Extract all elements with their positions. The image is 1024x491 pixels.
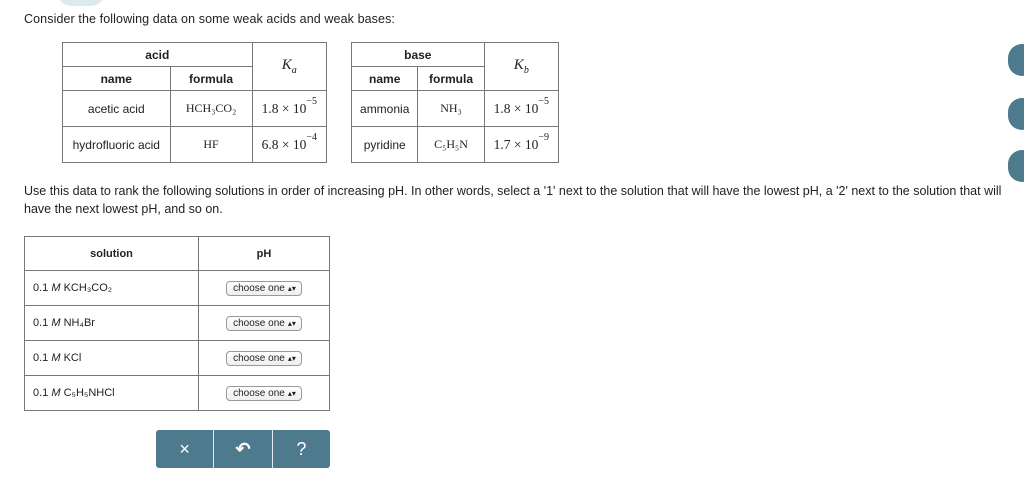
clear-button[interactable] [156, 430, 213, 468]
table-row [63, 91, 327, 127]
acid-name: acetic acid [63, 91, 171, 127]
base-name: ammonia [352, 91, 418, 127]
help-button[interactable] [272, 430, 330, 468]
base-name-header: name [352, 67, 418, 91]
table-row [352, 127, 559, 163]
solution-table [24, 236, 330, 411]
table-row [25, 306, 330, 341]
undo-button[interactable] [213, 430, 271, 468]
updown-arrow-icon: ▴▾ [287, 283, 296, 293]
base-table [351, 42, 559, 163]
ph-rank-select[interactable]: choose one ▴▾ [226, 316, 302, 331]
acid-name-header: name [63, 67, 171, 91]
base-formula: NH₃ [418, 91, 484, 127]
table-row [63, 127, 327, 163]
kb-header: $K_b$ [484, 43, 558, 91]
intro-text: Consider the following data on some weak acids and weak bases: [24, 12, 395, 26]
ka-value: $1.8 \times 10^{-5}$ [252, 91, 326, 127]
action-toolbar [156, 430, 330, 468]
acid-formula: HF [170, 127, 252, 163]
top-tab-decoration [56, 0, 106, 6]
solution-label: 0.1 M KCl [25, 341, 199, 376]
solution-label: 0.1 M NH₄Br [25, 306, 199, 341]
ph-cell [199, 271, 330, 306]
ph-rank-select[interactable]: choose one ▴▾ [226, 281, 302, 296]
ph-rank-select[interactable]: choose one ▴▾ [226, 351, 302, 366]
kb-value: $1.8 \times 10^{-5}$ [484, 91, 558, 127]
table-row [25, 376, 330, 411]
table-row [25, 271, 330, 306]
acid-table [62, 42, 327, 163]
ka-value: $6.8 \times 10^{-4}$ [252, 127, 326, 163]
ph-header: pH [199, 237, 330, 271]
acid-formula: HCH₃CO₂ [170, 91, 252, 127]
ka-header: $K_a$ [252, 43, 326, 91]
updown-arrow-icon: ▴▾ [287, 353, 296, 363]
base-name: pyridine [352, 127, 418, 163]
ph-cell [199, 306, 330, 341]
side-tool-button[interactable] [1008, 44, 1024, 76]
side-tool-button[interactable] [1008, 98, 1024, 130]
updown-arrow-icon: ▴▾ [287, 318, 296, 328]
help-icon: ? [296, 438, 307, 459]
acid-name: hydrofluoric acid [63, 127, 171, 163]
solution-label: 0.1 M C₅H₅NHCl [25, 376, 199, 411]
ph-rank-select[interactable]: choose one ▴▾ [226, 386, 302, 401]
base-group-header: base [352, 43, 485, 67]
solution-header: solution [25, 237, 199, 271]
kb-value: $1.7 \times 10^{-9}$ [484, 127, 558, 163]
base-formula-header: formula [418, 67, 484, 91]
ph-cell [199, 376, 330, 411]
instructions-text: Use this data to rank the following solutions in order of increasing pH. In other words, select a '1' next to the solution that will have the lowest pH, a '2' next to the solution that will have the next lowest pH, and so on. [24, 184, 1002, 216]
undo-icon: ↶ [235, 438, 251, 459]
updown-arrow-icon: ▴▾ [287, 388, 296, 398]
side-tool-button[interactable] [1008, 150, 1024, 182]
close-icon: × [179, 438, 190, 459]
base-formula: C₅H₅N [418, 127, 484, 163]
ph-cell [199, 341, 330, 376]
table-row [352, 91, 559, 127]
acid-formula-header: formula [170, 67, 252, 91]
acid-group-header: acid [63, 43, 253, 67]
table-row [25, 341, 330, 376]
solution-label: 0.1 M KCH₃CO₂ [25, 271, 199, 306]
